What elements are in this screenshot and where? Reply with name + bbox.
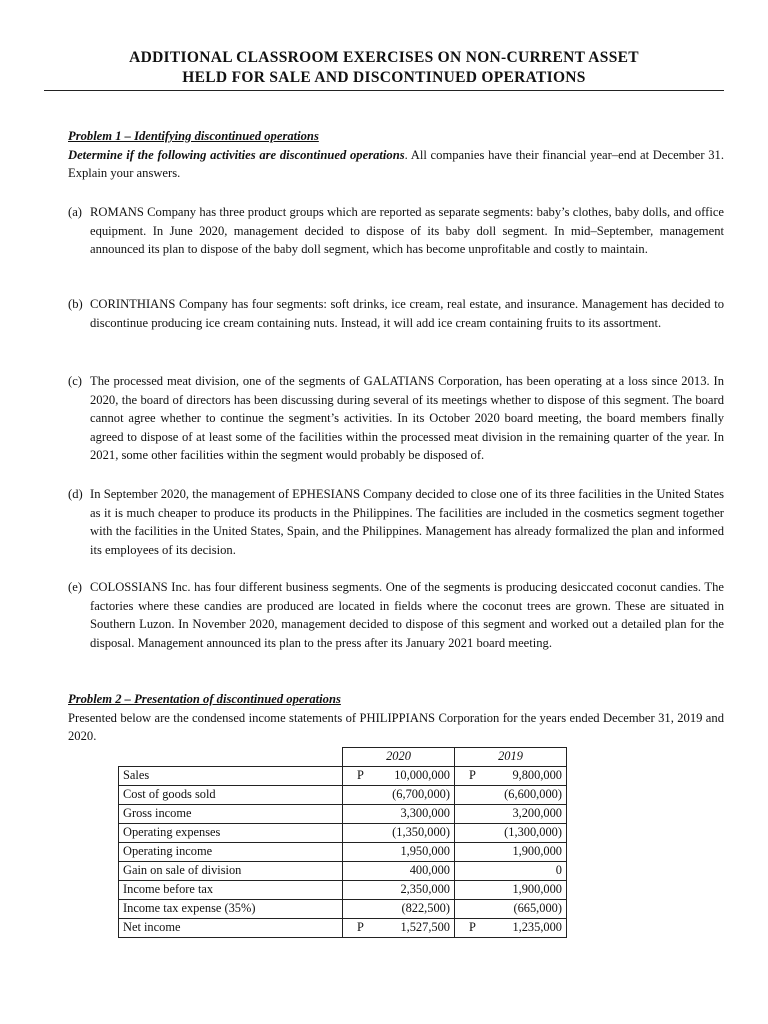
cell-value: 1,235,000: [512, 920, 562, 935]
problem-2-intro: Presented below are the condensed income statements of PHILIPPIANS Corporation for the years ended December 31, 2019 and 2020.: [68, 710, 724, 743]
income-statement-table: [118, 747, 567, 938]
row-label: Income before tax: [119, 881, 343, 900]
problem-1-item-b: [68, 295, 724, 332]
item-text: CORINTHIANS Company has four segments: soft drinks, ice cream, real estate, and insurance. Management has decided to discontinue producing ice cream containing nuts. Instead, it will add ice cream containing fruits to its assortment.: [90, 297, 724, 330]
cell-value: 1,950,000: [400, 844, 450, 859]
item-letter: (a): [68, 205, 82, 219]
item-text: ROMANS Company has three product groups which are reported as separate segments: baby’s clothes, baby dolls, and office equipment. In June 2020, management decided to dispose of its baby doll segment. In mid–September, management announced its plan to dispose of the baby doll segment, which has become unprofitable and costly to maintain.: [90, 205, 724, 256]
table-row: [119, 900, 567, 919]
item-text: COLOSSIANS Inc. has four different business segments. One of the segments is producing desiccated coconut candies. The factories where these candies are produced are located in fields where the coconut trees are grown. These are situated in Southern Luzon. In November 2020, management decided to dispose of this segment and worked out a detailed plan for the disposal. Management announced its plan to the press after its January 2021 board meeting.: [90, 580, 724, 650]
problem-1-item-d: [68, 485, 724, 559]
currency-symbol: P: [469, 768, 476, 782]
value-2020: [343, 900, 455, 919]
value-2019: [455, 843, 567, 862]
currency-symbol: P: [357, 768, 364, 782]
cell-value: 1,900,000: [512, 882, 562, 897]
currency-symbol: P: [357, 920, 364, 934]
value-2019: [455, 786, 567, 805]
title-divider: [44, 90, 724, 91]
table-row: [119, 881, 567, 900]
value-2019: [455, 824, 567, 843]
document-title-line-1: ADDITIONAL CLASSROOM EXERCISES ON NON-CURRENT ASSET: [129, 49, 639, 66]
row-label: Operating income: [119, 843, 343, 862]
problem-1-instruction: [68, 146, 724, 183]
row-label: Cost of goods sold: [119, 786, 343, 805]
cell-value: 2,350,000: [400, 882, 450, 897]
currency-symbol: P: [469, 920, 476, 934]
table-row: [119, 805, 567, 824]
cell-value: (1,300,000): [504, 825, 562, 840]
value-2019: [455, 919, 567, 938]
row-label: Gain on sale of division: [119, 862, 343, 881]
problem-1-heading: Problem 1 – Identifying discontinued operations: [68, 129, 319, 143]
value-2020: [343, 805, 455, 824]
table-row: [119, 786, 567, 805]
problem-1-item-c: [68, 372, 724, 465]
item-text: The processed meat division, one of the segments of GALATIANS Corporation, has been operating at a loss since 2013. In 2020, the board of directors has been discussing during several of its meetings whether to dispose of this segment. The board cannot agree whether to continue the segment’s activities. In its October 2020 board meeting, the board members finally agreed to dispose of at least some of the facilities within the processed meat division in the remaining quarter of the year. In 2021, some other facilities within the segment would probably be disposed of.: [90, 374, 724, 462]
cell-value: (1,350,000): [392, 825, 450, 840]
document-title-line-2: HELD FOR SALE AND DISCONTINUED OPERATIONS: [182, 69, 586, 86]
table-row: [119, 862, 567, 881]
item-letter: (e): [68, 580, 82, 594]
column-header-2020: 2020: [343, 748, 455, 767]
value-2019: [455, 862, 567, 881]
column-header-2019: 2019: [455, 748, 567, 767]
value-2019: [455, 881, 567, 900]
table-header-row: [119, 748, 567, 767]
item-letter: (b): [68, 297, 83, 311]
table-row: [119, 824, 567, 843]
value-2020: [343, 862, 455, 881]
table-row: [119, 843, 567, 862]
row-label: Sales: [119, 767, 343, 786]
problem-1-instruction-text: . All companies have their financial year–end at December 31. Explain your answers.: [68, 147, 724, 180]
value-2019: [455, 767, 567, 786]
item-letter: (c): [68, 374, 82, 388]
cell-value: 10,000,000: [394, 768, 450, 783]
cell-value: (6,600,000): [504, 787, 562, 802]
cell-value: 9,800,000: [512, 768, 562, 783]
cell-value: (822,500): [401, 901, 450, 916]
value-2019: [455, 900, 567, 919]
cell-value: (665,000): [513, 901, 562, 916]
item-letter: (d): [68, 487, 83, 501]
cell-value: 1,527,500: [400, 920, 450, 935]
value-2020: [343, 786, 455, 805]
problem-1-item-e: [68, 578, 724, 652]
cell-value: 400,000: [409, 863, 450, 878]
cell-value: 3,200,000: [512, 806, 562, 821]
value-2020: [343, 919, 455, 938]
item-text: In September 2020, the management of EPHESIANS Company decided to close one of its three facilities in the United States as it is much cheaper to produce its products in the Philippines. The facilities are included in the cosmetics segment together with the facilities in the United States, Spain, and the Philippines. Management has already formalized the plan and informed its employees of its decision.: [90, 487, 724, 557]
value-2019: [455, 805, 567, 824]
table-row: [119, 919, 567, 938]
value-2020: [343, 881, 455, 900]
row-label: Income tax expense (35%): [119, 900, 343, 919]
value-2020: [343, 824, 455, 843]
problem-2-section: [68, 690, 724, 746]
problem-1-section: [68, 127, 724, 183]
table-header-blank: [119, 748, 343, 767]
cell-value: 3,300,000: [400, 806, 450, 821]
value-2020: [343, 843, 455, 862]
cell-value: 1,900,000: [512, 844, 562, 859]
cell-value: (6,700,000): [392, 787, 450, 802]
cell-value: 0: [555, 863, 562, 878]
problem-1-instruction-emphasis: Determine if the following activities are discontinued operations: [68, 147, 405, 162]
problem-1-item-a: [68, 203, 724, 259]
row-label: Net income: [119, 919, 343, 938]
value-2020: [343, 767, 455, 786]
table-row: [119, 767, 567, 786]
problem-2-heading: Problem 2 – Presentation of discontinued operations: [68, 692, 341, 706]
row-label: Gross income: [119, 805, 343, 824]
row-label: Operating expenses: [119, 824, 343, 843]
